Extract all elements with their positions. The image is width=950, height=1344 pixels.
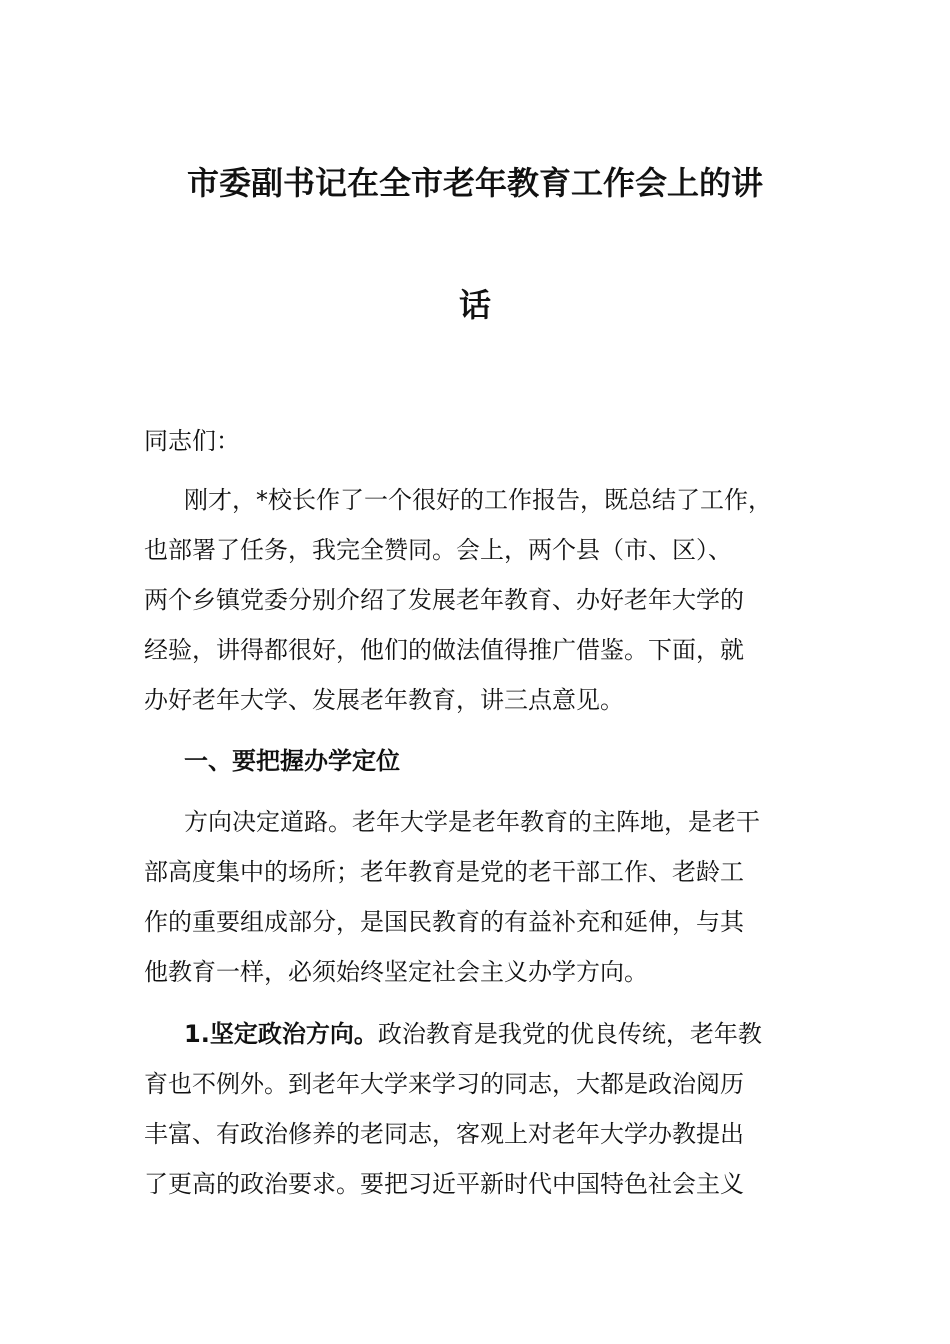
paragraph-line: 两个乡镇党委分别介绍了发展老年教育、办好老年大学的 <box>144 586 744 614</box>
salutation-text: 同志们： <box>144 427 240 455</box>
paragraph-line: 也部署了任务，我完全赞同。会上，两个县（市、区）、 <box>144 536 732 564</box>
subheading-lead: 1.坚定政治方向。 <box>184 1020 378 1048</box>
paragraph-political <box>144 1009 816 1209</box>
paragraph-line-rest: 政治教育是我党的优良传统，老年教 <box>377 1020 762 1048</box>
paragraph-intro <box>144 475 816 725</box>
document-title-line-2: 话 <box>458 286 491 324</box>
paragraph-line: 作的重要组成部分，是国民教育的有益补充和延伸，与其 <box>144 908 744 936</box>
paragraph-line: 部高度集中的场所；老年教育是党的老干部工作、老龄工 <box>144 858 744 886</box>
section-heading-text: 一、要把握办学定位 <box>184 747 400 775</box>
paragraph-line <box>144 1009 816 1059</box>
paragraph-line: 刚才，*校长作了一个很好的工作报告，既总结了工作， <box>184 486 772 514</box>
salutation <box>144 416 816 466</box>
document-title-line-1: 市委副书记在全市老年教育工作会上的讲 <box>186 164 763 202</box>
paragraph-line: 经验，讲得都很好，他们的做法值得推广借鉴。下面，就 <box>144 636 744 664</box>
paragraph-line: 方向决定道路。老年大学是老年教育的主阵地，是老干 <box>184 808 760 836</box>
paragraph-line: 他教育一样，必须始终坚定社会主义办学方向。 <box>144 958 648 986</box>
paragraph-line: 丰富、有政治修养的老同志，客观上对老年大学办教提出 <box>144 1120 744 1148</box>
paragraph-line: 育也不例外。到老年大学来学习的同志，大都是政治阅历 <box>144 1070 744 1098</box>
paragraph-line: 办好老年大学、发展老年教育，讲三点意见。 <box>144 686 624 714</box>
paragraph-line: 了更高的政治要求。要把习近平新时代中国特色社会主义 <box>144 1170 744 1198</box>
section-heading-1 <box>144 736 816 786</box>
paragraph-direction <box>144 797 816 997</box>
